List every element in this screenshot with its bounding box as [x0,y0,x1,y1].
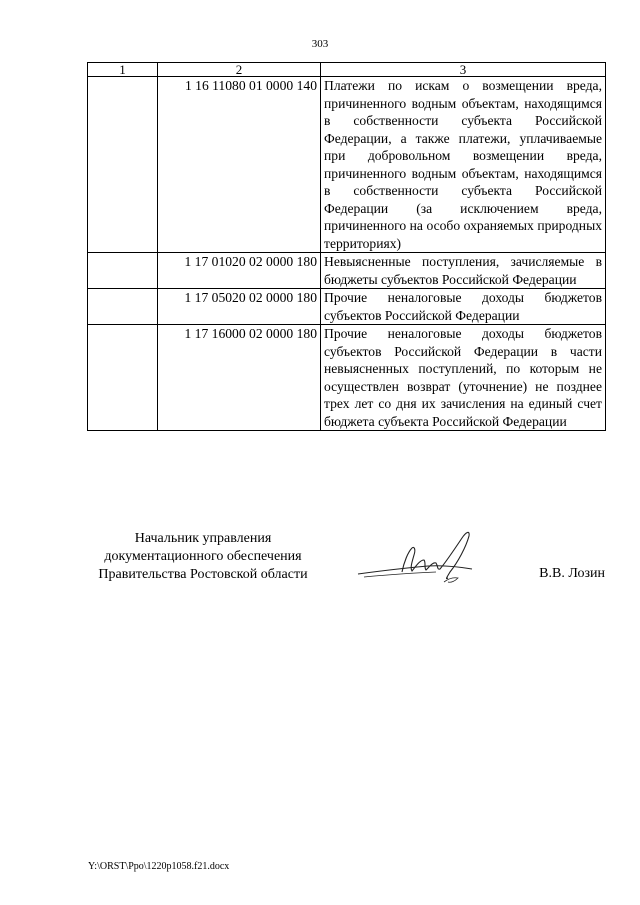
description-cell: Платежи по искам о возмещении вреда, причиненного водным объектам, находящимся в собственности субъекта Российской Федерации, а также платежи, уплачиваемые при добровольном возмещении вреда, причиненного водным объектам, находящимся в собственности субъекта Российской Федерации (за исключением вреда, причиненного на особо охраняемых природных территориях) [321,77,606,253]
table-row [88,289,606,325]
budget-code-cell: 1 17 16000 02 0000 180 [158,325,321,431]
budget-code-cell: 1 17 01020 02 0000 180 [158,253,321,289]
row-empty-cell [88,253,158,289]
budget-code-cell: 1 16 11080 01 0000 140 [158,77,321,253]
budget-code-cell: 1 17 05020 02 0000 180 [158,289,321,325]
row-empty-cell [88,77,158,253]
signatory-name: В.В. Лозин [539,566,605,581]
signatory-title-line-3: Правительства Ростовской области [98,567,308,582]
row-empty-cell [88,289,158,325]
column-header-1: 1 [88,63,158,77]
footer-file-path: Y:\ORST\Ppo\1220p1058.f21.docx [88,861,230,872]
description-cell: Прочие неналоговые доходы бюджетов субъектов Российской Федерации [321,289,606,325]
signatory-title [88,530,318,584]
table-row [88,77,606,253]
column-header-3: 3 [321,63,606,77]
row-empty-cell [88,325,158,431]
signatory-title-line-2: документационного обеспечения [104,549,302,564]
signatory-title-line-1: Начальник управления [134,531,272,546]
table-header-row [88,63,606,77]
description-cell: Прочие неналоговые доходы бюджетов субъектов Российской Федерации в части невыясненных поступлений, по которым не осуществлен возврат (уточнение) не позднее трех лет со дня их зачисления на единый счет бюджета субъекта Российской Федерации [321,325,606,431]
budget-table [87,62,606,431]
column-header-2: 2 [158,63,321,77]
table-row [88,325,606,431]
page-number: 303 [311,38,329,50]
description-cell: Невыясненные поступления, зачисляемые в бюджеты субъектов Российской Федерации [321,253,606,289]
table-row [88,253,606,289]
handwritten-signature [350,522,490,592]
